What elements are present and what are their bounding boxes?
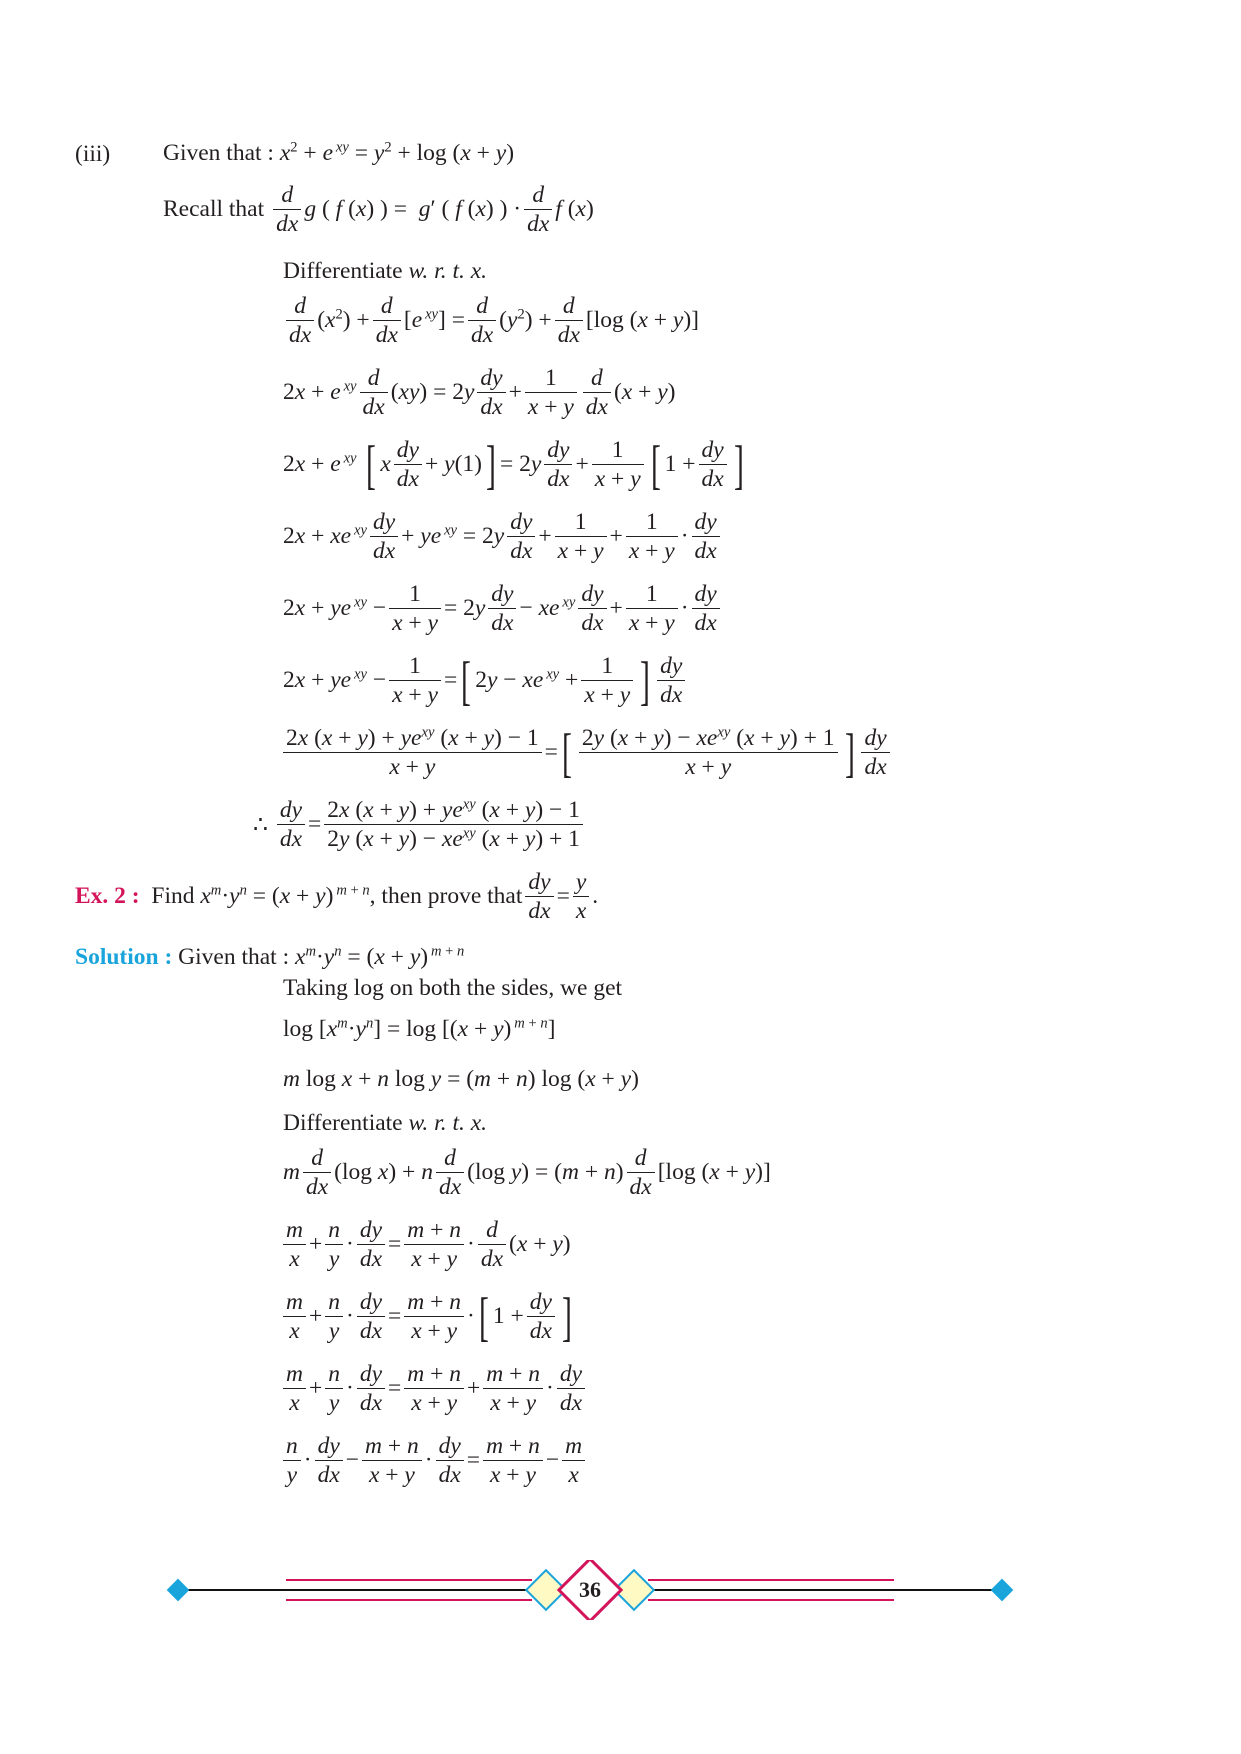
- log-expand-step: m log x + n log y = (m + n) log (x + y): [283, 1066, 639, 1092]
- recall-chain-rule: Recall that $\frac{d}{dx}$ g ( f (x) ) = g′ ( f (x) ) · $\frac{d}{dx}$ f (x): [163, 182, 594, 238]
- differentiate-line: [283, 258, 487, 285]
- step-4: 2x + xe $^{xy}$ $\frac{dy}{dx}$ + ye $^{xy}$ = 2y $\frac{dy}{dx}$ + $\frac{1}{x + y}$ + $\frac{1}{x + y}$ · $\frac{dy}{dx}$: [283, 508, 723, 565]
- differentiate-label-2: Differentiate: [283, 1110, 403, 1136]
- step-6: 2x + ye $^{xy}$ − $\frac{1}{x + y}$ = [ 2y − xe $^{xy}$ + $\frac{1}{x + y}$ ] $\frac{dy}{dx}$: [283, 652, 688, 709]
- example-then-prove: , then prove that: [369, 883, 523, 910]
- differentiate-label: Differentiate: [283, 258, 403, 284]
- step-7: $\frac{2x (x + y) + ye^{xy} (x + y) - 1}{x + y}$ = [ $\frac{2y (x + y) - xe^{xy} (x + y) + 1}{x + y}$ ] $\frac{dy}{dx}$: [283, 724, 893, 781]
- sol-step-3: $\frac{m}{x}$ + $\frac{n}{y}$ · $\frac{dy}{dx}$ = $\frac{m + n}{x + y}$ · [ 1 + $\frac{dy}{dx}$ ]: [283, 1288, 576, 1345]
- page-number: 36: [579, 1577, 601, 1602]
- log-step: $\log [x^m\cdot y^n] = \log [(x + y)$ $^{m + n}$]: [283, 1015, 556, 1042]
- step-5: 2x + ye $^{xy}$ − $\frac{1}{x + y}$ = 2y $\frac{dy}{dx}$ − xe $^{xy}$ $\frac{dy}{dx}$ + $\frac{1}{x + y}$ · $\frac{dy}{dx}$: [283, 580, 723, 637]
- solution-header: Solution : Given that : $x^m\cdot y^n = (x + y)$ $^{m + n}$: [75, 943, 465, 970]
- given-label: Given that :: [163, 140, 274, 166]
- sol-step-5: $\frac{n}{y}$ · $\frac{dy}{dx}$ − $\frac{m + n}{x + y}$ · $\frac{dy}{dx}$ = $\frac{m + n}{x + y}$ − $\frac{m}{x}$: [283, 1432, 588, 1489]
- differentiate-line-2: [283, 1110, 487, 1137]
- taking-log-text: Taking log on both the sides, we get: [283, 975, 623, 1001]
- step-1: $\frac{d}{dx}$ $(x^2)$ + $\frac{d}{dx}$ [e $^{xy}$] = $\frac{d}{dx}$ $(y^2)$ + $\frac{d}{dx}$ [log (x + y)]: [283, 292, 699, 349]
- example-label: Ex. 2 :: [75, 883, 140, 910]
- result-line: ∴ $\frac{dy}{dx}$ = $\frac{2x (x + y) + ye^{xy} (x + y) - 1}{2y (x + y) - xe^{xy} (x + y) + 1}$: [253, 796, 586, 853]
- wrt-label-2: w. r. t. x.: [408, 1110, 488, 1136]
- example-2: Ex. 2 : Find $x^m\cdot y^n = (x + y)$ $^{m + n}$ , then prove that $\frac{dy}{dx}$ = $\frac{y}{x}$ .: [75, 869, 599, 925]
- solution-label: Solution :: [75, 944, 173, 970]
- example-find: Find: [151, 883, 195, 910]
- recall-label: Recall that: [163, 196, 265, 223]
- given-equation: Given that : $x^2 + e$ $^{xy} = y^2 + \log (x + y)$: [163, 139, 515, 166]
- footer-left-diamond: [167, 1579, 190, 1602]
- part-label: (iii): [75, 141, 111, 167]
- sol-step-1: m $\frac{d}{dx}$ (log x) + n $\frac{d}{dx}$ (log y) = (m + n) $\frac{d}{dx}$ [log (x + y)]: [283, 1145, 771, 1201]
- footer-right-diamond: [991, 1579, 1014, 1602]
- sol-step-4: $\frac{m}{x}$ + $\frac{n}{y}$ · $\frac{dy}{dx}$ = $\frac{m + n}{x + y}$ + $\frac{m + n}{x + y}$ · $\frac{dy}{dx}$: [283, 1360, 588, 1417]
- step-2: 2x + e $^{xy}$ $\frac{d}{dx}$ (xy) = 2y $\frac{dy}{dx}$ + $\frac{1}{x + y}$ $\frac{d}{dx}$ (x + y): [283, 365, 676, 421]
- step-3: 2x + e $^{xy}$ [ x $\frac{dy}{dx}$ + y(1) ] = 2y $\frac{dy}{dx}$ + $\frac{1}{x + y}$ [ 1 + $\frac{dy}{dx}$ ]: [283, 434, 744, 495]
- wrt-label: w. r. t. x.: [408, 258, 488, 284]
- solution-given: Given that :: [178, 944, 290, 970]
- sol-step-2: $\frac{m}{x}$ + $\frac{n}{y}$ · $\frac{dy}{dx}$ = $\frac{m + n}{x + y}$ · $\frac{d}{dx}$ (x + y): [283, 1216, 571, 1273]
